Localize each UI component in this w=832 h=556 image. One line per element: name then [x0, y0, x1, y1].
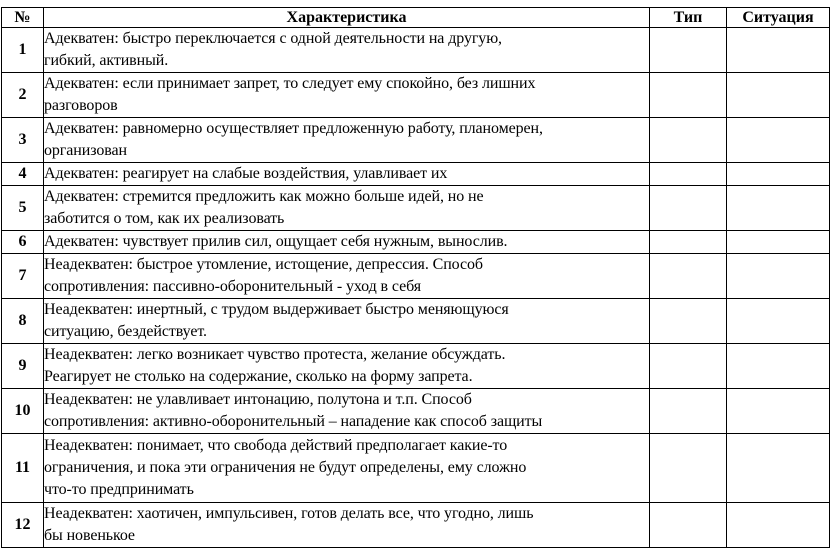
row-characteristic: [44, 503, 650, 548]
row-type-cell[interactable]: [650, 28, 727, 73]
row-type-cell[interactable]: [650, 186, 727, 231]
table-row: [2, 503, 830, 548]
table-row: [2, 299, 830, 344]
table-row: [2, 28, 830, 73]
row-type-cell[interactable]: [650, 254, 727, 299]
row-type-cell[interactable]: [650, 389, 727, 434]
characteristic-line: Адекватен: быстро переключается с одной деятельности на другую,: [44, 30, 502, 47]
characteristic-line: Адекватен: если принимает запрет, то следует ему спокойно, без лишних: [44, 75, 536, 92]
characteristic-line: организован: [44, 142, 127, 159]
row-number: 4: [2, 163, 44, 186]
row-number: 7: [2, 254, 44, 299]
row-situation-cell[interactable]: [727, 344, 830, 389]
row-situation-cell[interactable]: [727, 28, 830, 73]
characteristic-line: Реагирует не столько на содержание, сколько на форму запрета.: [44, 368, 473, 385]
row-situation-cell[interactable]: [727, 254, 830, 299]
header-situation: Ситуация: [727, 8, 830, 28]
row-number: 8: [2, 299, 44, 344]
table-row: [2, 434, 830, 503]
table-row: [2, 163, 830, 186]
row-number: 12: [2, 503, 44, 548]
characteristic-line: Адекватен: стремится предложить как можно больше идей, но не: [44, 188, 484, 205]
row-number: 10: [2, 389, 44, 434]
header-row: [2, 8, 830, 28]
row-number: 3: [2, 118, 44, 163]
characteristic-line: сопротивления: активно-оборонительный – нападение как способ защиты: [44, 413, 543, 430]
row-type-cell[interactable]: [650, 231, 727, 254]
characteristic-line: что-то предпринимать: [44, 481, 194, 498]
characteristic-line: сопротивления: пассивно-оборонительный - уход в себя: [44, 278, 422, 295]
row-number: 1: [2, 28, 44, 73]
characteristic-line: заботится о том, как их реализовать: [44, 210, 285, 227]
row-number: 6: [2, 231, 44, 254]
header-number: №: [2, 8, 44, 28]
characteristic-line: гибкий, активный.: [44, 52, 169, 69]
row-situation-cell[interactable]: [727, 503, 830, 548]
table-row: [2, 231, 830, 254]
row-characteristic: [44, 186, 650, 231]
row-characteristic: [44, 254, 650, 299]
characteristic-line: Неадекватен: хаотичен, импульсивен, готов делать все, что угодно, лишь: [44, 505, 534, 522]
header-type: Тип: [650, 8, 727, 28]
row-characteristic: [44, 434, 650, 503]
characteristic-line: ситуацию, бездействует.: [44, 323, 207, 340]
row-characteristic: [44, 163, 650, 186]
table-row: [2, 73, 830, 118]
row-type-cell[interactable]: [650, 73, 727, 118]
row-type-cell[interactable]: [650, 344, 727, 389]
row-type-cell[interactable]: [650, 299, 727, 344]
row-situation-cell[interactable]: [727, 434, 830, 503]
characteristic-line: Адекватен: чувствует прилив сил, ощущает себя нужным, вынослив.: [44, 233, 508, 250]
row-number: 9: [2, 344, 44, 389]
row-number: 5: [2, 186, 44, 231]
row-situation-cell[interactable]: [727, 231, 830, 254]
row-type-cell[interactable]: [650, 503, 727, 548]
row-characteristic: [44, 73, 650, 118]
table-row: [2, 254, 830, 299]
characteristic-line: Неадекватен: инертный, с трудом выдерживает быстро меняющуюся: [44, 301, 509, 318]
header-characteristic: Характеристика: [44, 8, 650, 28]
characteristic-line: Неадекватен: легко возникает чувство протеста, желание обсуждать.: [44, 346, 506, 363]
row-situation-cell[interactable]: [727, 389, 830, 434]
row-characteristic: [44, 299, 650, 344]
characteristic-line: разговоров: [44, 97, 118, 114]
row-characteristic: [44, 231, 650, 254]
characteristic-line: Адекватен: равномерно осуществляет предложенную работу, планомерен,: [44, 120, 543, 137]
row-situation-cell[interactable]: [727, 299, 830, 344]
row-type-cell[interactable]: [650, 163, 727, 186]
row-number: 2: [2, 73, 44, 118]
characteristic-line: Неадекватен: не улавливает интонацию, полутона и т.п. Способ: [44, 391, 472, 408]
characteristic-line: Неадекватен: понимает, что свобода действий предполагает какие-то: [44, 437, 508, 454]
characteristic-line: Неадекватен: быстрое утомление, истощение, депрессия. Способ: [44, 256, 483, 273]
row-characteristic: [44, 389, 650, 434]
table-row: [2, 389, 830, 434]
row-type-cell[interactable]: [650, 118, 727, 163]
characteristics-table: [1, 7, 830, 548]
table-row: [2, 118, 830, 163]
characteristic-line: бы новенькое: [44, 527, 135, 544]
row-characteristic: [44, 118, 650, 163]
characteristic-line: ограничения, и пока эти ограничения не будут определены, ему сложно: [44, 459, 527, 476]
row-number: 11: [2, 434, 44, 503]
characteristic-line: Адекватен: реагирует на слабые воздействия, улавливает их: [44, 165, 448, 182]
row-situation-cell[interactable]: [727, 163, 830, 186]
table-row: [2, 344, 830, 389]
row-situation-cell[interactable]: [727, 73, 830, 118]
row-situation-cell[interactable]: [727, 118, 830, 163]
row-situation-cell[interactable]: [727, 186, 830, 231]
table-row: [2, 186, 830, 231]
row-characteristic: [44, 28, 650, 73]
row-characteristic: [44, 344, 650, 389]
row-type-cell[interactable]: [650, 434, 727, 503]
